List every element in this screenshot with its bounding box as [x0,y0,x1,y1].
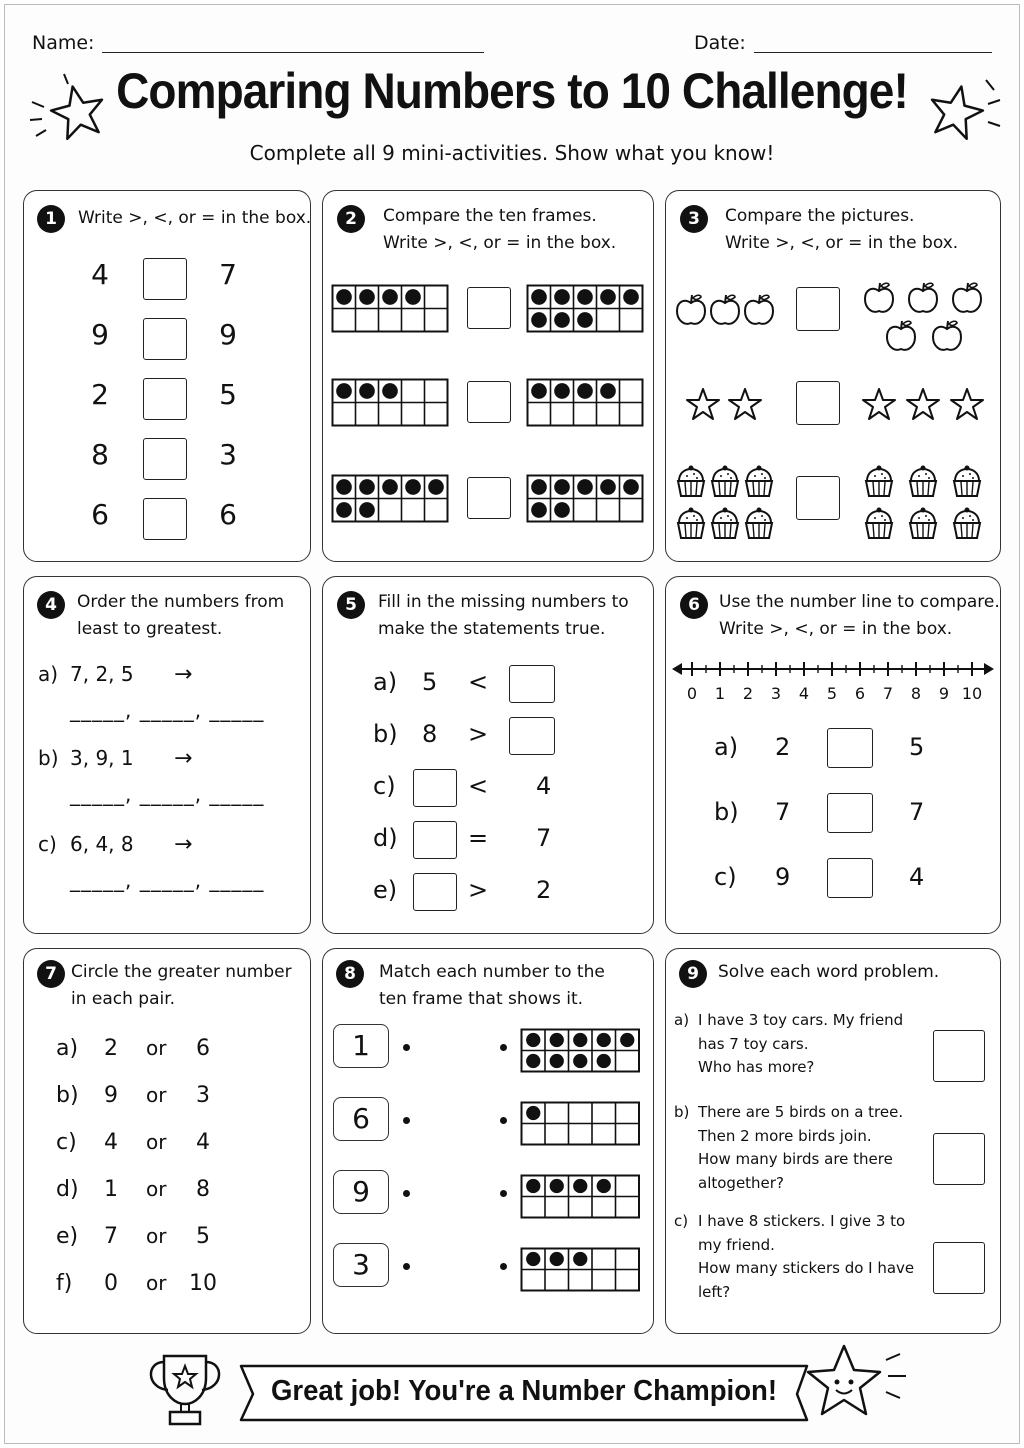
cupcake-icon [708,506,742,542]
counter-dot [554,312,570,328]
item-label: c) [38,832,57,856]
right-number: 4 [909,863,925,891]
item-label: a) [56,1036,79,1061]
tick-label: 10 [961,684,983,703]
left-number: 9 [91,318,109,351]
counter-dot [623,289,639,305]
ten-frame-option [520,1101,642,1147]
page-title: Comparing Numbers to 10 Challenge! [116,63,908,119]
number-a[interactable]: 2 [104,1036,118,1061]
number-card[interactable]: 9 [333,1170,389,1214]
given-number: 5 [422,668,438,696]
right-number: 3 [219,438,237,471]
counter-dot [550,1252,564,1266]
ten-frame-left [331,284,450,334]
cupcake-icon [906,464,940,500]
counter-dot [577,312,593,328]
answer-box[interactable] [143,318,187,360]
answer-box[interactable] [467,477,511,519]
panel-7-number: 7 [37,960,65,988]
item-label: b) [674,1103,690,1121]
item-label: c) [674,1212,689,1230]
counter-dot [573,1179,587,1193]
panel-6-number: 6 [680,591,708,619]
match-dot-right[interactable] [500,1044,507,1051]
panel-9-number: 9 [679,960,707,988]
counter-dot [336,479,352,495]
panel-2-instruction: Compare the ten frames. Write >, <, or = in the box. [383,206,617,253]
counter-dot [531,312,547,328]
star-icon [906,387,940,423]
counter-dot [359,383,375,399]
arrow-icon: → [174,746,193,771]
counter-dot [554,502,570,518]
left-number: 7 [775,798,791,826]
tick-label: 3 [770,684,782,703]
counter-dot [597,1054,611,1068]
match-dot-right[interactable] [500,1190,507,1197]
counter-dot [554,289,570,305]
counter-dot [526,1252,540,1266]
panel-6-instruction: Use the number line to compare. Write >, <, or = in the box. [719,592,1000,639]
page-subtitle: Complete all 9 mini-activities. Show what you know! [249,141,775,165]
item-label: e) [373,876,398,904]
number-a[interactable]: 7 [104,1224,118,1249]
cupcake-icon [950,464,984,500]
comparison-symbol: = [467,824,489,852]
given-number: 2 [536,876,552,904]
apple-icon [884,318,918,354]
ten-frame-right [526,284,645,334]
tick-label: 6 [854,684,866,703]
apple-icon [950,280,984,316]
or-text: or [146,1036,167,1060]
answer-box[interactable] [827,858,873,898]
counter-dot [428,479,444,495]
cupcake-icon [742,506,776,542]
match-dot-left[interactable] [403,1117,410,1124]
match-dot-left[interactable] [403,1044,410,1051]
word-problem-text: I have 8 stickers. I give 3 to my friend. How many stickers do I have left? [698,1212,915,1301]
item-label: f) [56,1271,73,1296]
answer-box[interactable] [467,287,511,329]
or-text: or [146,1224,167,1248]
ten-frame-left [331,378,450,428]
left-number: 4 [91,258,109,291]
counter-dot [531,289,547,305]
counter-dot [531,502,547,518]
left-number: 8 [91,438,109,471]
apple-icon [742,292,776,328]
word-problem-text: I have 3 toy cars. My friend has 7 toy cars. Who has more? [698,1011,904,1076]
ten-frame-option [520,1028,642,1074]
number-b[interactable]: 5 [196,1224,210,1249]
arrow-icon: → [174,832,193,857]
item-label: b) [56,1083,79,1108]
counter-dot [336,383,352,399]
name-label: Name: [32,32,95,54]
star-icon [686,387,720,423]
counter-dot [577,383,593,399]
counter-dot [573,1054,587,1068]
tick-label: 7 [882,684,894,703]
or-text: or [146,1177,167,1201]
answer-box[interactable] [143,438,187,480]
star-icon [862,387,896,423]
counter-dot [405,479,421,495]
answer-blanks[interactable]: _____, _____, _____ [70,868,265,892]
answer-box[interactable] [796,287,840,331]
counter-dot [577,479,593,495]
cupcake-icon [862,506,896,542]
counter-dot [359,479,375,495]
or-text: or [146,1130,167,1154]
panel-3-number: 3 [680,205,708,233]
item-label: e) [56,1224,79,1249]
panel-8-number: 8 [336,960,364,988]
comparison-symbol: < [467,772,489,800]
item-label: d) [373,824,398,852]
number-card[interactable]: 3 [333,1243,389,1287]
ten-frame-right [526,474,645,524]
right-number: 6 [219,498,237,531]
right-number: 5 [909,733,925,761]
match-dot-right[interactable] [500,1263,507,1270]
answer-box[interactable] [796,381,840,425]
answer-box[interactable] [413,769,457,807]
counter-dot [623,479,639,495]
star-icon [950,387,984,423]
counter-dot [405,289,421,305]
number-b[interactable]: 3 [196,1083,210,1108]
counter-dot [382,479,398,495]
panel-2-number: 2 [337,205,365,233]
answer-box[interactable] [933,1133,985,1185]
comparison-symbol: > [467,876,489,904]
left-number: 9 [775,863,791,891]
counter-dot [597,1179,611,1193]
answer-box[interactable] [827,728,873,768]
trophy-icon [140,1350,230,1428]
item-label: c) [714,863,737,891]
apple-icon [906,280,940,316]
ten-frame-option [520,1247,642,1293]
number-b[interactable]: 8 [196,1177,210,1202]
counter-dot [550,1054,564,1068]
counter-dot [526,1033,540,1047]
counter-dot [597,1033,611,1047]
counter-dot [573,1033,587,1047]
apple-icon [930,318,964,354]
panel-8-instruction: Match each number to the ten frame that shows it. [379,962,605,1009]
panel-1-number: 1 [37,205,65,233]
number-b[interactable]: 6 [196,1036,210,1061]
left-number: 2 [91,378,109,411]
answer-box[interactable] [933,1030,985,1082]
right-number: 9 [219,318,237,351]
given-number: 4 [536,772,552,800]
left-number: 2 [775,733,791,761]
ten-frame-right [526,378,645,428]
number-card[interactable]: 1 [333,1024,389,1068]
match-dot-left[interactable] [403,1190,410,1197]
comparison-symbol: < [467,668,489,696]
counter-dot [573,1252,587,1266]
arrow-icon: → [174,662,193,687]
panel-5-number: 5 [337,591,365,619]
item-label: a) [373,668,398,696]
word-problem-text: There are 5 birds on a tree. Then 2 more birds join. How many birds are there altogether? [698,1103,904,1192]
apple-icon [708,292,742,328]
number-line [670,655,998,685]
tick-label: 1 [714,684,726,703]
panel-3-instruction: Compare the pictures. Write >, <, or = in the box. [725,206,959,253]
name-line[interactable] [102,52,484,53]
counter-dot [359,289,375,305]
tick-label: 2 [742,684,754,703]
cupcake-icon [708,464,742,500]
answer-box[interactable] [796,476,840,520]
number-a[interactable]: 9 [104,1083,118,1108]
star-icon [728,387,762,423]
counter-dot [554,479,570,495]
number-list: 3, 9, 1 [70,746,134,770]
answer-blanks[interactable]: _____, _____, _____ [70,698,265,722]
ten-frame-option [520,1174,642,1220]
counter-dot [550,1033,564,1047]
panel-7-instruction: Circle the greater number in each pair. [71,962,292,1009]
number-card[interactable]: 6 [333,1097,389,1141]
tick-label: 5 [826,684,838,703]
answer-box[interactable] [827,793,873,833]
match-dot-left[interactable] [403,1263,410,1270]
number-a[interactable]: 1 [104,1177,118,1202]
item-label: a) [674,1011,690,1029]
counter-dot [382,383,398,399]
cupcake-icon [674,464,708,500]
apple-icon [674,292,708,328]
ten-frame-left [331,474,450,524]
given-number: 8 [422,720,438,748]
tick-label: 4 [798,684,810,703]
number-a[interactable]: 4 [104,1130,118,1155]
counter-dot [620,1033,634,1047]
number-b[interactable]: 4 [196,1130,210,1155]
number-a[interactable]: 0 [104,1271,118,1296]
item-label: b) [714,798,739,826]
counter-dot [554,383,570,399]
counter-dot [600,383,616,399]
answer-box[interactable] [143,498,187,540]
counter-dot [577,289,593,305]
tick-label: 8 [910,684,922,703]
left-number: 6 [91,498,109,531]
panel-5-instruction: Fill in the missing numbers to make the statements true. [378,592,629,639]
counter-dot [531,479,547,495]
number-list: 7, 2, 5 [70,662,134,686]
cupcake-icon [862,464,896,500]
number-b[interactable]: 10 [189,1271,217,1296]
answer-box[interactable] [467,381,511,423]
item-label: c) [56,1130,77,1155]
right-number: 5 [219,378,237,411]
answer-box[interactable] [413,873,457,911]
answer-box[interactable] [143,378,187,420]
or-text: or [146,1083,167,1107]
counter-dot [336,502,352,518]
item-label: b) [373,720,398,748]
tick-label: 0 [686,684,698,703]
apple-icon [862,280,896,316]
date-label: Date: [694,32,746,54]
date-line[interactable] [754,52,992,53]
answer-blanks[interactable]: _____, _____, _____ [70,782,265,806]
counter-dot [526,1179,540,1193]
right-number: 7 [909,798,925,826]
item-label: c) [373,772,396,800]
answer-box[interactable] [509,717,555,755]
item-label: d) [56,1177,79,1202]
or-text: or [146,1271,167,1295]
footer-message: Great job! You're a Number Champion! [270,1375,778,1407]
counter-dot [382,289,398,305]
smiling-star-icon [804,1340,914,1426]
cupcake-icon [906,506,940,542]
tick-label: 9 [938,684,950,703]
panel-9-instruction: Solve each word problem. [718,962,940,982]
counter-dot [526,1054,540,1068]
counter-dot [526,1106,540,1120]
cupcake-icon [742,464,776,500]
counter-dot [600,479,616,495]
answer-box[interactable] [413,821,457,859]
counter-dot [336,289,352,305]
given-number: 7 [536,824,552,852]
panel-1-instruction: Write >, <, or = in the box. [78,208,312,228]
answer-box[interactable] [933,1242,985,1294]
number-list: 6, 4, 8 [70,832,134,856]
item-label: b) [38,746,59,770]
counter-dot [359,502,375,518]
counter-dot [531,383,547,399]
panel-4-number: 4 [37,591,65,619]
panel-4-instruction: Order the numbers from least to greatest. [77,592,285,639]
answer-box[interactable] [509,665,555,703]
item-label: a) [38,662,59,686]
cupcake-icon [950,506,984,542]
right-number: 7 [219,258,237,291]
item-label: a) [714,733,739,761]
cupcake-icon [674,506,708,542]
counter-dot [600,289,616,305]
comparison-symbol: > [467,720,489,748]
match-dot-right[interactable] [500,1117,507,1124]
answer-box[interactable] [143,258,187,300]
counter-dot [550,1179,564,1193]
